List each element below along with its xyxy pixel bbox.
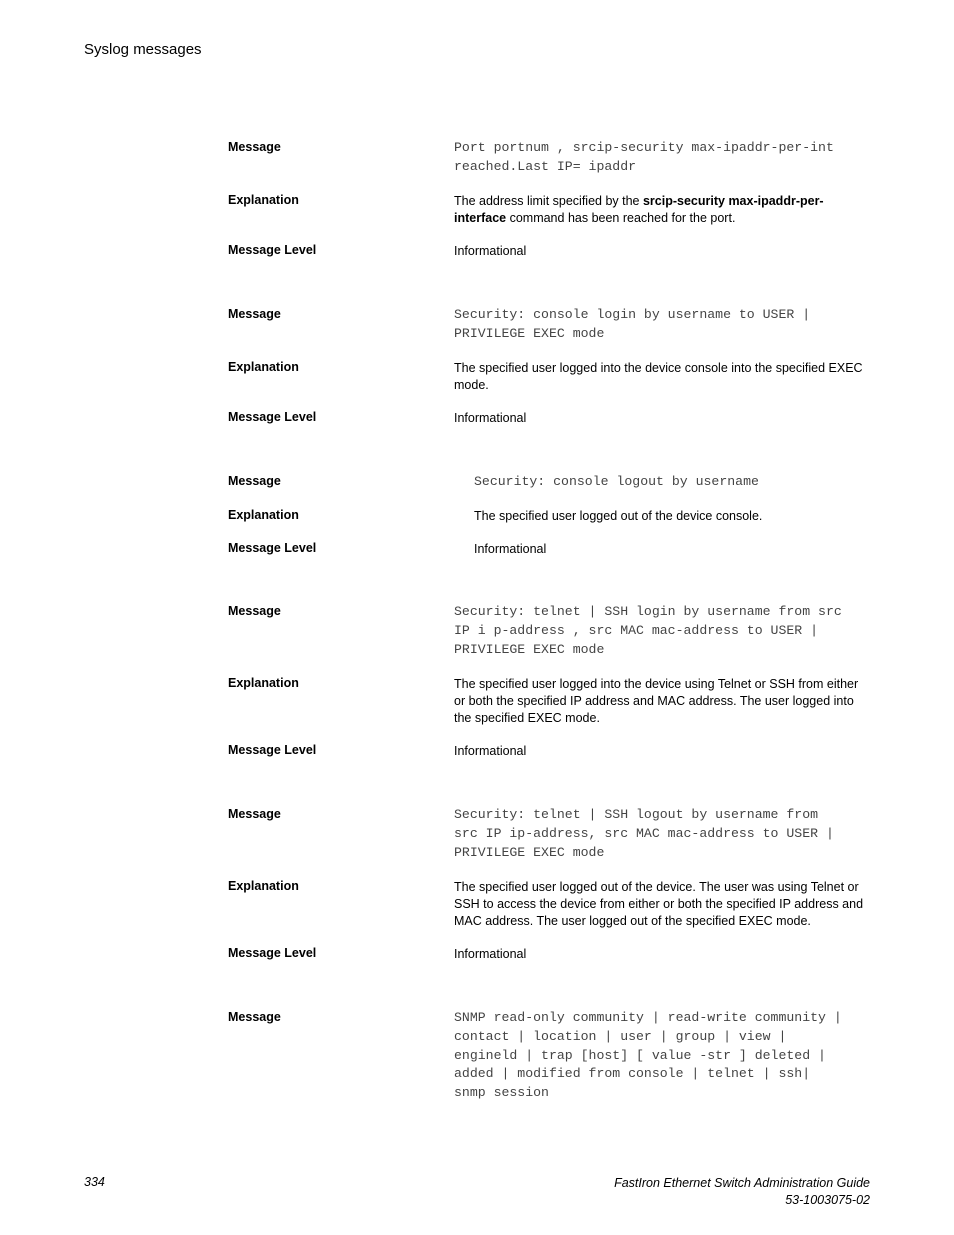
message-label: Message	[228, 807, 281, 821]
message-text: Port portnum , srcip-security max-ipaddr-per-int reached.Last IP= ipaddr	[454, 140, 834, 174]
document-footer	[614, 1175, 870, 1209]
explanation-label: Explanation	[228, 508, 299, 522]
explanation-label: Explanation	[228, 676, 299, 690]
message-label: Message	[228, 474, 281, 488]
message-text: SNMP read-only community | read-write community | contact | location | user | group | view | engineld | trap [host] [ value -str ] deleted | added | modified from console | telnet | ssh| snmp session	[454, 1010, 842, 1101]
message-label: Message	[228, 1010, 281, 1024]
level-label: Message Level	[228, 541, 317, 555]
running-header: Syslog messages	[84, 41, 202, 58]
level-text: Informational	[454, 947, 527, 961]
explanation-part: command has been reached for the port.	[506, 211, 736, 225]
message-label: Message	[228, 140, 281, 154]
message-text: Security: console logout by username	[474, 474, 759, 489]
level-label: Message Level	[228, 946, 317, 960]
document-title: FastIron Ethernet Switch Administration Guide	[614, 1176, 870, 1190]
explanation-label: Explanation	[228, 879, 299, 893]
message-text: Security: telnet | SSH login by username from src IP i p-address , src MAC mac-address to USER | PRIVILEGE EXEC mode	[454, 604, 842, 657]
level-text: Informational	[454, 411, 527, 425]
message-label: Message	[228, 307, 281, 321]
level-label: Message Level	[228, 410, 317, 424]
message-label: Message	[228, 604, 281, 618]
explanation-text	[454, 193, 854, 227]
level-text: Informational	[454, 744, 527, 758]
explanation-part: The address limit specified by the	[454, 194, 643, 208]
page-number: 334	[84, 1175, 105, 1189]
explanation-label: Explanation	[228, 193, 299, 207]
explanation-text: The specified user logged out of the device. The user was using Telnet or SSH to access the device from either or both the specified IP address and MAC address. The user logged out of the specified EXEC mode.	[454, 880, 864, 928]
message-text: Security: telnet | SSH logout by username from src IP ip-address, src MAC mac-address to USER | PRIVILEGE EXEC mode	[454, 807, 834, 860]
level-label: Message Level	[228, 743, 317, 757]
message-text: Security: console login by username to USER | PRIVILEGE EXEC mode	[454, 307, 811, 341]
level-text: Informational	[474, 542, 547, 556]
level-label: Message Level	[228, 243, 317, 257]
explanation-text: The specified user logged into the device console into the specified EXEC mode.	[454, 361, 863, 392]
document-number: 53-1003075-02	[785, 1193, 870, 1207]
explanation-text: The specified user logged into the device using Telnet or SSH from either or both the specified IP address and MAC address. The user logged into the specified EXEC mode.	[454, 677, 859, 725]
explanation-label: Explanation	[228, 360, 299, 374]
level-text: Informational	[454, 244, 527, 258]
explanation-text: The specified user logged out of the device console.	[474, 509, 763, 523]
command-name: srcip-security max-ipaddr-per- interface	[454, 194, 824, 225]
